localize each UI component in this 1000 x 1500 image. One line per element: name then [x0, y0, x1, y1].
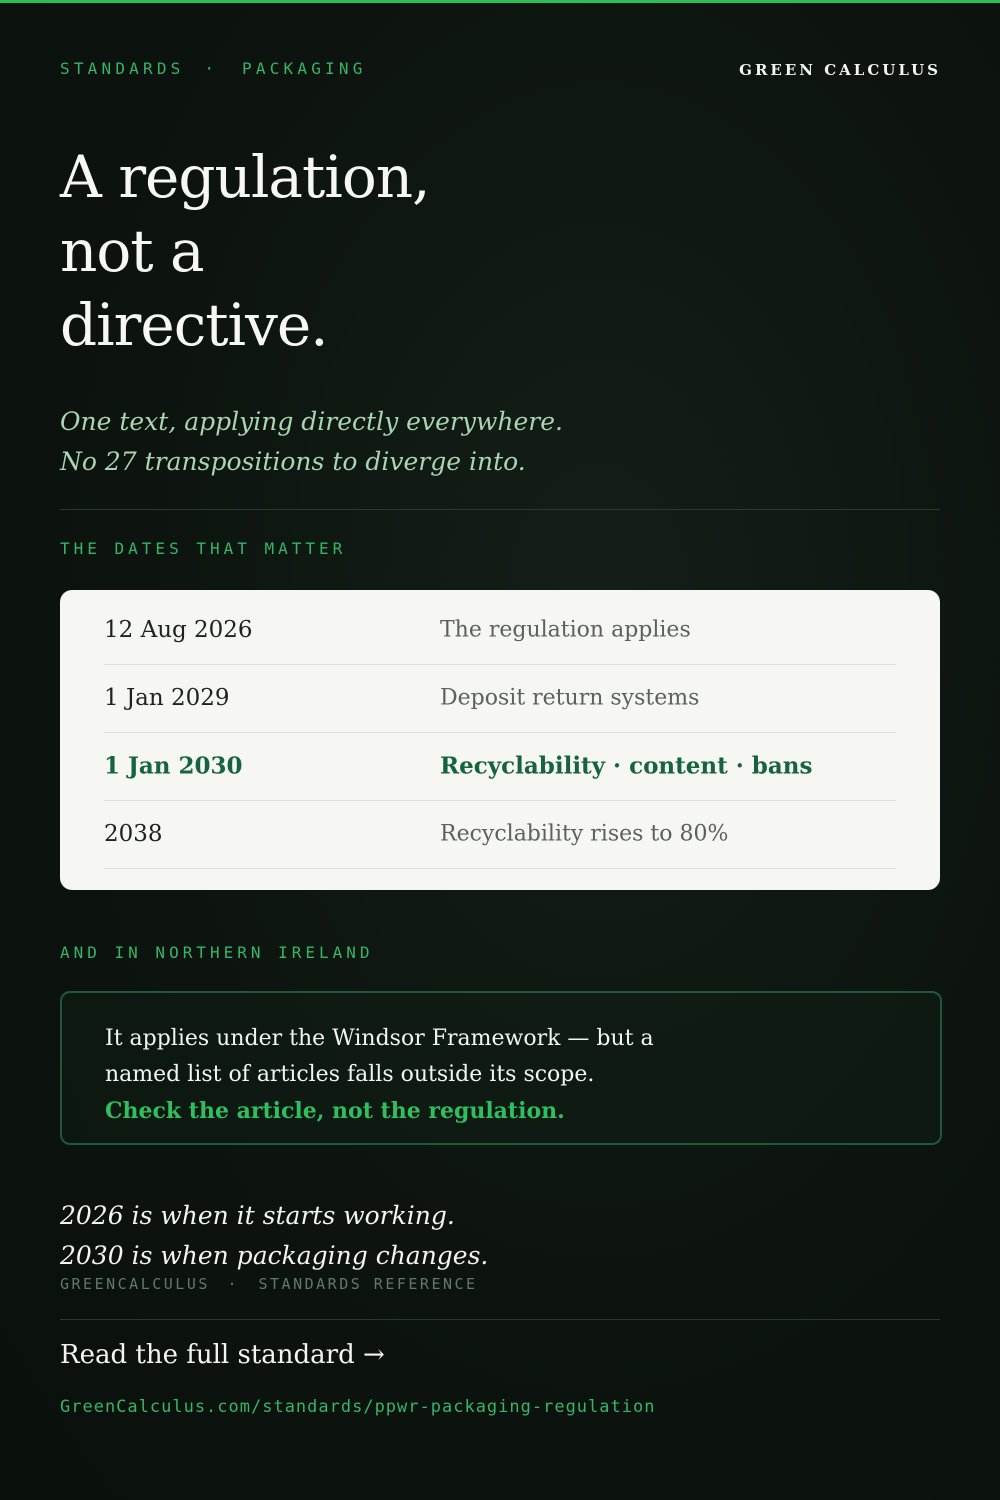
date-row-highlighted	[104, 732, 896, 801]
brand-wordmark: GREEN CALCULUS	[739, 61, 941, 79]
headline-line: A regulation,	[60, 143, 430, 211]
closing-line: 2026 is when it starts working.	[60, 1201, 455, 1230]
date-value: 1 Jan 2029	[104, 685, 230, 711]
source-credit	[60, 1275, 478, 1293]
subheadline-line: One text, applying directly everywhere.	[60, 407, 563, 436]
closing-line: 2030 is when packaging changes.	[60, 1241, 489, 1270]
northern-ireland-label: AND IN NORTHERN IRELAND	[60, 943, 374, 962]
date-event: The regulation applies	[440, 617, 691, 643]
source-separator: ·	[227, 1275, 239, 1293]
kicker-topic: PACKAGING	[242, 59, 367, 78]
northern-ireland-callout	[60, 991, 942, 1145]
headline-line: not a	[60, 217, 204, 285]
divider	[60, 1319, 940, 1320]
divider	[60, 509, 940, 510]
closing-statement	[60, 1196, 488, 1276]
date-event: Deposit return systems	[440, 685, 700, 711]
headline-line: directive.	[60, 291, 328, 359]
date-event: Recyclability rises to 80%	[440, 821, 729, 847]
callout-line: It applies under the Windsor Framework — but a	[105, 1026, 654, 1051]
kicker-section: STANDARDS	[60, 59, 185, 78]
dates-section-label: THE DATES THAT MATTER	[60, 539, 347, 558]
page-headline	[60, 140, 430, 362]
subheadline-line: No 27 transpositions to diverge into.	[60, 447, 526, 476]
source-label: STANDARDS REFERENCE	[258, 1275, 478, 1293]
dates-card	[60, 590, 940, 890]
date-value: 2038	[104, 821, 163, 847]
date-row	[104, 596, 896, 665]
standard-url[interactable]: GreenCalculus.com/standards/ppwr-packaging-regulation	[60, 1397, 656, 1417]
source-site: GREENCALCULUS	[60, 1275, 210, 1293]
date-value: 1 Jan 2030	[104, 752, 243, 780]
callout-emphasis: Check the article, not the regulation.	[105, 1098, 565, 1124]
section-kicker	[60, 59, 367, 78]
callout-line: named list of articles falls outside its scope.	[105, 1062, 595, 1087]
date-event: Recyclability · content · bans	[440, 752, 813, 780]
subheadline	[60, 402, 563, 482]
kicker-separator: ·	[204, 59, 219, 78]
read-full-standard-link[interactable]: Read the full standard →	[60, 1340, 385, 1370]
callout-text	[105, 1021, 865, 1129]
date-value: 12 Aug 2026	[104, 617, 253, 643]
top-accent-bar	[0, 0, 1000, 3]
date-row	[104, 800, 896, 869]
date-row	[104, 664, 896, 733]
